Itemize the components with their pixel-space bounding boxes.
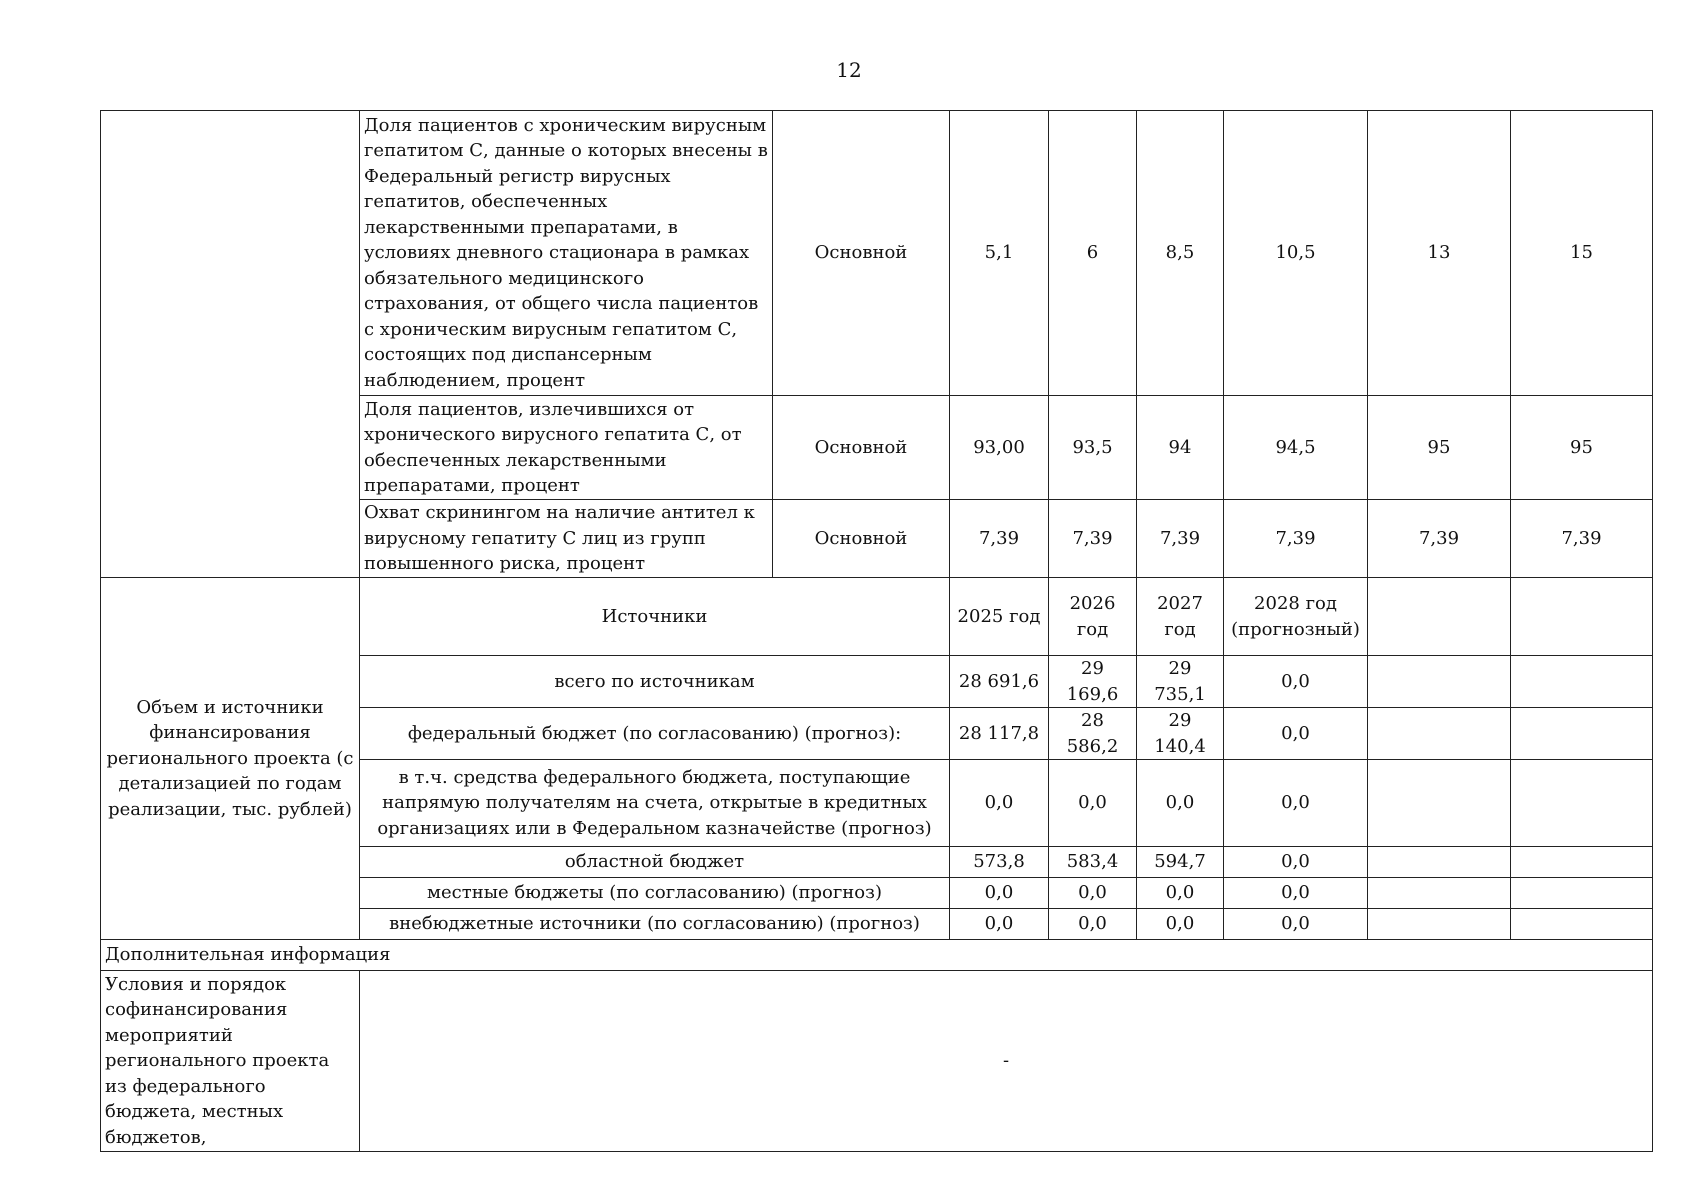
indicator-type: Основной	[773, 111, 950, 396]
indicator-value: 95	[1511, 396, 1653, 500]
year-header: 2027 год	[1137, 578, 1224, 656]
financing-source: всего по источникам	[360, 656, 950, 708]
indicator-value: 7,39	[950, 500, 1049, 578]
page-number: 12	[836, 58, 862, 82]
financing-value: 0,0	[950, 909, 1049, 940]
financing-value: 0,0	[1137, 909, 1224, 940]
cofinancing-label: Условия и порядок софинансирования мероприятий регионального проекта из федерального бюджета, местных бюджетов,	[101, 971, 360, 1152]
financing-value: 29 735,1	[1137, 656, 1224, 708]
financing-value: 0,0	[1224, 847, 1368, 878]
financing-value: 594,7	[1137, 847, 1224, 878]
sources-header: Источники	[360, 578, 950, 656]
empty-cell	[1511, 708, 1653, 760]
indicator-value: 6	[1049, 111, 1137, 396]
empty-cell	[1511, 847, 1653, 878]
financing-value: 0,0	[1224, 656, 1368, 708]
financing-value: 0,0	[1224, 909, 1368, 940]
empty-cell	[1368, 708, 1511, 760]
indicator-value: 93,5	[1049, 396, 1137, 500]
empty-cell	[1368, 847, 1511, 878]
financing-source: областной бюджет	[360, 847, 950, 878]
indicator-value: 15	[1511, 111, 1653, 396]
financing-value: 0,0	[1049, 760, 1137, 847]
indicator-value: 93,00	[950, 396, 1049, 500]
indicator-value: 95	[1368, 396, 1511, 500]
indicator-value: 7,39	[1137, 500, 1224, 578]
financing-label: Объем и источники финансирования регионального проекта (с детализацией по годам реализации, тыс. рублей)	[101, 578, 360, 940]
indicator-value: 7,39	[1224, 500, 1368, 578]
empty-cell	[1368, 760, 1511, 847]
empty-cell	[1511, 878, 1653, 909]
indicator-value: 94,5	[1224, 396, 1368, 500]
empty-cell	[1511, 760, 1653, 847]
empty-cell	[1511, 656, 1653, 708]
financing-value: 0,0	[1049, 909, 1137, 940]
financing-value: 0,0	[1137, 878, 1224, 909]
indicator-name: Охват скринингом на наличие антител к вирусному гепатиту С лиц из групп повышенного риска, процент	[360, 500, 773, 578]
financing-value: 0,0	[950, 760, 1049, 847]
empty-cell	[1368, 656, 1511, 708]
financing-value: 0,0	[1137, 760, 1224, 847]
indicator-value: 7,39	[1511, 500, 1653, 578]
financing-value: 573,8	[950, 847, 1049, 878]
financing-value: 29 169,6	[1049, 656, 1137, 708]
year-header: 2026 год	[1049, 578, 1137, 656]
indicator-group-empty-cell	[101, 111, 360, 578]
indicator-value: 94	[1137, 396, 1224, 500]
empty-cell	[1368, 909, 1511, 940]
indicator-value: 7,39	[1049, 500, 1137, 578]
empty-cell	[1368, 578, 1511, 656]
year-header: 2028 год (прогнозный)	[1224, 578, 1368, 656]
financing-value: 583,4	[1049, 847, 1137, 878]
financing-value: 0,0	[1224, 708, 1368, 760]
additional-info-row	[101, 940, 1653, 971]
financing-source: внебюджетные источники (по согласованию) (прогноз)	[360, 909, 950, 940]
financing-source: в т.ч. средства федерального бюджета, поступающие напрямую получателям на счета, открытые в кредитных организациях или в Федеральном казначействе (прогноз)	[360, 760, 950, 847]
indicator-type: Основной	[773, 500, 950, 578]
cofinancing-value: -	[360, 971, 1653, 1152]
cofinancing-row	[101, 971, 1653, 1152]
indicator-value: 5,1	[950, 111, 1049, 396]
financing-value: 0,0	[1049, 878, 1137, 909]
indicator-value: 8,5	[1137, 111, 1224, 396]
indicator-name: Доля пациентов с хроническим вирусным гепатитом С, данные о которых внесены в Федеральный регистр вирусных гепатитов, обеспеченных лекарственными препаратами, в условиях дневного стационара в рамках обязательного медицинского страхования, от общего числа пациентов с хроническим вирусным гепатитом С, состоящих под диспансерным наблюдением, процент	[360, 111, 773, 396]
financing-value: 29 140,4	[1137, 708, 1224, 760]
financing-value: 0,0	[1224, 878, 1368, 909]
indicator-value: 13	[1368, 111, 1511, 396]
financing-value: 0,0	[1224, 760, 1368, 847]
financing-source: местные бюджеты (по согласованию) (прогноз)	[360, 878, 950, 909]
indicator-name: Доля пациентов, излечившихся от хронического вирусного гепатита С, от обеспеченных лекарственными препаратами, процент	[360, 396, 773, 500]
indicator-value: 7,39	[1368, 500, 1511, 578]
year-header: 2025 год	[950, 578, 1049, 656]
indicator-value: 10,5	[1224, 111, 1368, 396]
empty-cell	[1511, 578, 1653, 656]
empty-cell	[1368, 878, 1511, 909]
additional-info-label: Дополнительная информация	[101, 940, 1653, 971]
financing-header-row	[101, 578, 1653, 656]
financing-value: 28 117,8	[950, 708, 1049, 760]
financing-value: 28 691,6	[950, 656, 1049, 708]
financing-value: 0,0	[950, 878, 1049, 909]
indicator-row	[101, 111, 1653, 396]
project-table	[100, 110, 1653, 1152]
financing-source: федеральный бюджет (по согласованию) (прогноз):	[360, 708, 950, 760]
financing-value: 28 586,2	[1049, 708, 1137, 760]
indicator-type: Основной	[773, 396, 950, 500]
empty-cell	[1511, 909, 1653, 940]
